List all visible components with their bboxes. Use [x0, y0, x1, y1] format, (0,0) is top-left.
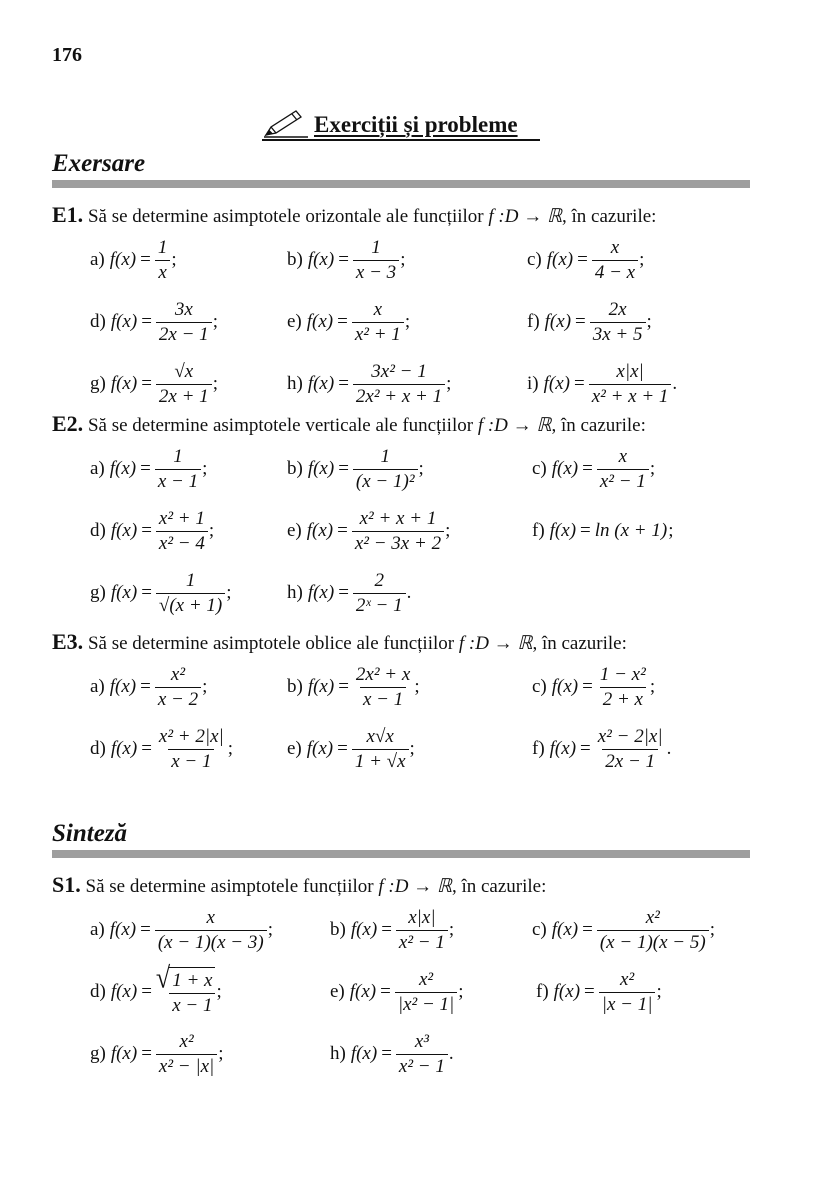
- function-name: f(x): [307, 582, 335, 603]
- exercise-statement: [52, 203, 772, 229]
- function-name: f(x): [307, 249, 335, 270]
- numerator: 1: [157, 236, 168, 258]
- denominator: x − 1: [169, 993, 215, 1017]
- item-d: [90, 961, 222, 1023]
- formula-row: [52, 899, 772, 961]
- exercise-e1: [52, 203, 772, 415]
- item-label: a): [90, 458, 105, 479]
- item-a: [90, 438, 207, 500]
- equals-sign: =: [575, 311, 586, 332]
- denominator: x − 1: [360, 687, 406, 711]
- denominator: 3x + 5: [590, 322, 646, 346]
- function-name: f(x): [551, 458, 579, 479]
- punctuation: ;: [208, 520, 215, 541]
- equals-sign: =: [141, 373, 152, 394]
- punctuation: ;: [668, 520, 674, 541]
- statement-suffix: , în cazurile:: [551, 415, 646, 436]
- punctuation: ;: [218, 1043, 224, 1064]
- fraction: [156, 726, 227, 773]
- fraction: [597, 446, 649, 493]
- item-label: e): [287, 311, 302, 332]
- equals-sign: =: [573, 373, 585, 394]
- fraction: [590, 299, 646, 346]
- punctuation: ;: [709, 919, 715, 940]
- numerator: x²: [645, 906, 660, 928]
- item-g: [90, 353, 218, 415]
- equals-sign: =: [584, 981, 595, 1002]
- function-name: f(x): [110, 582, 138, 603]
- item-label: g): [90, 373, 106, 394]
- exercise-statement: [52, 873, 772, 899]
- item-label: h): [330, 1043, 346, 1064]
- equals-sign: =: [140, 458, 151, 479]
- item-label: f): [527, 311, 540, 332]
- page-title: Exerciții și probleme: [314, 112, 518, 137]
- numerator: x² + 2|x|: [158, 725, 224, 747]
- punctuation: ;: [212, 311, 218, 332]
- page-number: 176: [52, 44, 82, 66]
- numerator: 2x: [608, 298, 627, 320]
- numerator: 1: [371, 236, 381, 258]
- numerator: x²: [179, 1030, 194, 1052]
- equals-sign: =: [381, 1043, 392, 1064]
- numerator: 2x² + x: [355, 663, 411, 685]
- item-b: [287, 656, 420, 718]
- equals-sign: =: [381, 919, 392, 940]
- item-label: e): [287, 738, 302, 759]
- statement-text: Să se determine asimptotele funcțiilor: [80, 876, 379, 897]
- statement-text: Să se determine asimptotele orizontale ale funcțiilor: [83, 206, 489, 227]
- item-c: [532, 899, 715, 961]
- fraction: [396, 907, 448, 954]
- denominator: x² − 4: [156, 531, 208, 555]
- punctuation: ;: [212, 373, 218, 394]
- denominator: x: [155, 260, 169, 284]
- denominator: 2x + 1: [156, 384, 212, 408]
- statement-math: f :D → ℝ: [477, 415, 552, 436]
- denominator: 2x − 1: [602, 749, 658, 773]
- function-name: f(x): [306, 520, 334, 541]
- punctuation: ;: [446, 373, 452, 394]
- formula-inline: ln (x + 1): [594, 520, 668, 541]
- item-label: c): [527, 249, 542, 270]
- item-g: [90, 562, 232, 624]
- item-label: a): [90, 676, 105, 697]
- item-e: [287, 291, 410, 353]
- formula-row: [52, 500, 772, 562]
- denominator: x − 2: [155, 687, 201, 711]
- numerator: √x: [174, 360, 194, 382]
- punctuation: ;: [409, 738, 415, 759]
- function-name: f(x): [306, 738, 334, 759]
- numerator: x: [206, 906, 215, 928]
- numerator: 1 − x²: [599, 663, 646, 685]
- item-label: e): [330, 981, 345, 1002]
- punctuation: .: [666, 738, 672, 759]
- numerator: 1 + x: [172, 970, 213, 991]
- equals-sign: =: [582, 919, 593, 940]
- item-label: c): [532, 676, 547, 697]
- equals-sign: =: [140, 249, 151, 270]
- function-name: f(x): [553, 981, 581, 1002]
- item-d: [90, 291, 218, 353]
- item-label: g): [90, 1043, 106, 1064]
- statement-suffix: , în cazurile:: [451, 876, 547, 897]
- punctuation: ;: [226, 582, 232, 603]
- fraction: [597, 907, 709, 954]
- denominator: x − 1: [155, 469, 201, 493]
- fraction: [592, 237, 638, 284]
- equals-sign: =: [141, 1043, 152, 1064]
- item-label: a): [90, 919, 105, 940]
- denominator: √(x + 1): [156, 593, 225, 617]
- punctuation: ;: [649, 458, 656, 479]
- punctuation: ;: [649, 676, 656, 697]
- item-c: [532, 438, 655, 500]
- item-e: [330, 961, 464, 1023]
- equals-sign: =: [338, 458, 349, 479]
- item-a: [90, 656, 207, 718]
- function-name: f(x): [110, 1043, 138, 1064]
- section-divider: [52, 180, 750, 188]
- section-heading-exersare: Exersare: [52, 150, 146, 177]
- radicand: [169, 967, 215, 1017]
- function-name: f(x): [551, 676, 579, 697]
- item-h: [287, 562, 411, 624]
- punctuation: ;: [414, 676, 420, 697]
- formula-row: [52, 656, 772, 718]
- denominator: 2x − 1: [156, 322, 212, 346]
- statement-suffix: , în cazurile:: [532, 633, 627, 654]
- fraction: [169, 970, 215, 1017]
- numerator: x|x|: [408, 906, 436, 928]
- denominator: (x − 1)²: [353, 469, 418, 493]
- exercise-label: S1.: [52, 872, 81, 897]
- equals-sign: =: [337, 520, 348, 541]
- item-label: d): [90, 981, 106, 1002]
- function-name: f(x): [306, 311, 334, 332]
- equals-sign: =: [337, 738, 348, 759]
- function-name: f(x): [109, 919, 137, 940]
- denominator: 2ˣ − 1: [353, 593, 406, 617]
- numerator: x² − 2|x|: [597, 725, 663, 747]
- item-b: [330, 899, 454, 961]
- numerator: 1: [380, 445, 390, 467]
- numerator: x²: [418, 968, 434, 990]
- equals-sign: =: [141, 582, 152, 603]
- item-f: [527, 291, 652, 353]
- fraction: [155, 237, 171, 284]
- item-b: [287, 229, 405, 291]
- exercise-s1: [52, 873, 772, 1085]
- radical-icon: √: [155, 960, 171, 995]
- formula-row: [52, 1023, 772, 1085]
- punctuation: ;: [404, 311, 411, 332]
- equals-sign: =: [380, 981, 391, 1002]
- item-a: [90, 229, 177, 291]
- item-label: i): [527, 373, 539, 394]
- item-label: b): [287, 676, 303, 697]
- item-h: [330, 1023, 454, 1085]
- fraction: [353, 237, 399, 284]
- function-name: f(x): [543, 373, 570, 394]
- item-label: d): [90, 738, 106, 759]
- item-e: [287, 500, 450, 562]
- punctuation: ;: [202, 458, 208, 479]
- section-heading-sinteza: Sinteză: [52, 820, 128, 847]
- item-label: c): [532, 458, 547, 479]
- fraction: [589, 361, 672, 408]
- equals-sign: =: [580, 738, 591, 759]
- fraction: [156, 1031, 217, 1078]
- item-label: f): [532, 738, 545, 759]
- denominator: 4 − x: [592, 260, 638, 284]
- item-d: [90, 718, 233, 780]
- item-c: [532, 656, 655, 718]
- function-name: f(x): [350, 1043, 378, 1064]
- equals-sign: =: [582, 676, 593, 697]
- equals-sign: =: [140, 919, 151, 940]
- exercise-statement: [52, 412, 772, 438]
- punctuation: .: [406, 582, 412, 603]
- denominator: x² + x + 1: [589, 384, 672, 408]
- function-name: f(x): [110, 311, 138, 332]
- numerator: x²: [170, 663, 186, 685]
- denominator: (x − 1)(x − 5): [597, 930, 709, 954]
- function-name: f(x): [109, 458, 137, 479]
- fraction: [599, 969, 656, 1016]
- equals-sign: =: [141, 981, 152, 1002]
- fraction: [156, 361, 212, 408]
- fraction: [156, 508, 208, 555]
- item-g: [90, 1023, 224, 1085]
- function-name: f(x): [307, 676, 335, 697]
- function-name: f(x): [549, 520, 577, 541]
- pencil-icon: [262, 108, 308, 138]
- fraction: [352, 299, 404, 346]
- exercise-e3: [52, 630, 772, 780]
- exercise-label: E3.: [52, 629, 84, 654]
- item-label: h): [287, 582, 303, 603]
- exercise-statement: [52, 630, 772, 656]
- punctuation: ;: [448, 919, 455, 940]
- numerator: x: [618, 445, 628, 467]
- function-name: f(x): [307, 458, 335, 479]
- fraction: [156, 299, 212, 346]
- statement-math: f :D → ℝ: [488, 206, 563, 227]
- item-label: c): [532, 919, 547, 940]
- punctuation: ;: [418, 458, 424, 479]
- denominator: x² − 1: [597, 469, 649, 493]
- denominator: x² − 1: [396, 930, 448, 954]
- function-name: f(x): [109, 249, 137, 270]
- item-label: d): [90, 311, 106, 332]
- denominator: x² + 1: [352, 322, 404, 346]
- formula-row: [52, 291, 772, 353]
- punctuation: ;: [227, 738, 234, 759]
- denominator: x − 3: [353, 260, 399, 284]
- function-name: f(x): [549, 738, 577, 759]
- item-f: [532, 500, 673, 562]
- fraction: [353, 361, 445, 408]
- equals-sign: =: [140, 676, 151, 697]
- punctuation: ;: [445, 520, 451, 541]
- numerator: x√x: [366, 725, 394, 747]
- function-name: f(x): [110, 520, 138, 541]
- function-name: f(x): [307, 373, 335, 394]
- item-label: b): [330, 919, 346, 940]
- fraction: [595, 726, 666, 773]
- item-c: [527, 229, 644, 291]
- item-label: g): [90, 582, 106, 603]
- numerator: 2: [374, 569, 385, 591]
- page-title-block: [262, 108, 518, 138]
- exercise-e2: [52, 412, 772, 624]
- fraction: [155, 664, 201, 711]
- title-underline: [262, 139, 540, 141]
- item-a: [90, 899, 273, 961]
- denominator: x − 1: [168, 749, 214, 773]
- punctuation: ;: [216, 981, 222, 1002]
- fraction: [395, 969, 457, 1016]
- function-name: f(x): [110, 373, 138, 394]
- item-e: [287, 718, 415, 780]
- punctuation: .: [448, 1043, 454, 1064]
- fraction: [352, 726, 409, 773]
- statement-text: Să se determine asimptotele verticale ale funcțiilor: [83, 415, 478, 436]
- punctuation: ;: [202, 676, 208, 697]
- punctuation: ;: [656, 981, 662, 1002]
- denominator: x² − 3x + 2: [352, 531, 444, 555]
- denominator: 2 + x: [600, 687, 646, 711]
- equals-sign: =: [338, 676, 349, 697]
- numerator: 1: [185, 569, 196, 591]
- item-label: a): [90, 249, 105, 270]
- numerator: x² + x + 1: [359, 507, 437, 529]
- denominator: x² − 1: [396, 1054, 448, 1078]
- item-f: [536, 961, 662, 1023]
- numerator: 3x² − 1: [371, 360, 427, 382]
- numerator: 1: [173, 445, 183, 467]
- exercise-label: E1.: [52, 202, 84, 227]
- statement-suffix: , în cazurile:: [562, 206, 657, 227]
- item-label: b): [287, 458, 303, 479]
- punctuation: ;: [639, 249, 645, 270]
- statement-text: Să se determine asimptotele oblice ale funcțiilor: [83, 633, 459, 654]
- formula-row: [52, 961, 772, 1023]
- denominator: x² − |x|: [156, 1054, 217, 1078]
- denominator: 2x² + x + 1: [353, 384, 445, 408]
- formula-row: [52, 562, 772, 624]
- exercise-label: E2.: [52, 411, 84, 436]
- numerator: x|x|: [616, 360, 644, 382]
- statement-math: f :D → ℝ: [378, 876, 452, 897]
- formula-row: [52, 718, 772, 780]
- equals-sign: =: [141, 738, 152, 759]
- function-name: f(x): [110, 738, 138, 759]
- function-name: f(x): [109, 676, 137, 697]
- fraction: [353, 664, 413, 711]
- formula-row: [52, 353, 772, 415]
- item-f: [532, 718, 671, 780]
- formula-row: [52, 229, 772, 291]
- punctuation: ;: [646, 311, 652, 332]
- equals-sign: =: [338, 249, 349, 270]
- item-label: d): [90, 520, 106, 541]
- denominator: 1 + √x: [352, 749, 409, 773]
- equals-sign: =: [582, 458, 593, 479]
- function-name: f(x): [544, 311, 572, 332]
- equals-sign: =: [141, 520, 152, 541]
- equals-sign: =: [337, 311, 348, 332]
- fraction: [353, 570, 406, 617]
- equals-sign: =: [338, 373, 349, 394]
- fraction: [396, 1031, 448, 1078]
- numerator: x: [373, 298, 383, 320]
- denominator: |x − 1|: [599, 992, 656, 1016]
- item-label: e): [287, 520, 302, 541]
- equals-sign: =: [577, 249, 588, 270]
- punctuation: ;: [171, 249, 177, 270]
- function-name: f(x): [551, 919, 579, 940]
- section-divider: [52, 850, 750, 858]
- item-d: [90, 500, 214, 562]
- item-label: h): [287, 373, 303, 394]
- equals-sign: =: [141, 311, 152, 332]
- item-label: f): [532, 520, 545, 541]
- item-b: [287, 438, 424, 500]
- denominator: |x² − 1|: [395, 992, 457, 1016]
- punctuation: ;: [400, 249, 406, 270]
- statement-math: f :D → ℝ: [458, 633, 533, 654]
- fraction: [155, 446, 201, 493]
- square-root: [155, 960, 216, 1017]
- numerator: 3x: [174, 298, 193, 320]
- numerator: x³: [414, 1030, 429, 1052]
- function-name: f(x): [349, 981, 377, 1002]
- fraction: [353, 446, 418, 493]
- fraction: [352, 508, 444, 555]
- equals-sign: =: [580, 520, 591, 541]
- equals-sign: =: [338, 582, 349, 603]
- fraction: [597, 664, 649, 711]
- formula-row: [52, 438, 772, 500]
- denominator: (x − 1)(x − 3): [155, 930, 267, 954]
- punctuation: ;: [267, 919, 273, 940]
- function-name: f(x): [350, 919, 378, 940]
- item-i: [527, 353, 677, 415]
- numerator: x²: [620, 968, 635, 990]
- item-label: b): [287, 249, 303, 270]
- fraction: [155, 907, 267, 954]
- numerator: x² + 1: [158, 507, 205, 529]
- punctuation: ;: [458, 981, 464, 1002]
- item-h: [287, 353, 451, 415]
- punctuation: .: [672, 373, 678, 394]
- fraction: [156, 570, 225, 617]
- item-label: f): [536, 981, 549, 1002]
- numerator: x: [610, 236, 620, 258]
- function-name: f(x): [546, 249, 574, 270]
- function-name: f(x): [110, 981, 138, 1002]
